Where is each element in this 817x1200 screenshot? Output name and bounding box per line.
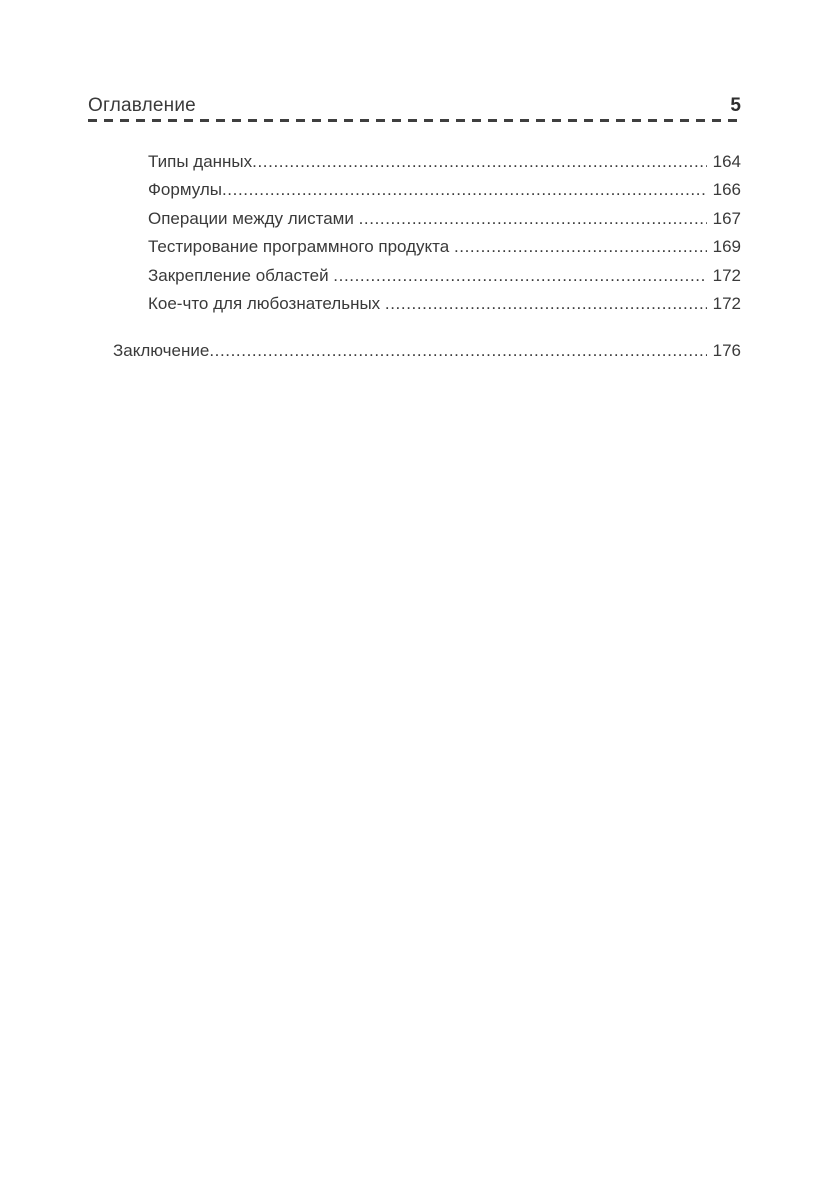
toc-content [88, 94, 741, 366]
toc-entry-page: 176 [712, 341, 741, 361]
toc-entry-title: Закрепление областей [148, 265, 334, 285]
toc-entry-page: 172 [712, 294, 741, 314]
toc-list [88, 148, 741, 366]
dot-leader [222, 176, 707, 204]
toc-entry [148, 262, 741, 290]
header-divider [88, 119, 741, 122]
dot-leader [252, 148, 706, 176]
dot-leader [385, 290, 707, 318]
toc-entry-page: 169 [712, 237, 741, 257]
toc-entry [113, 337, 741, 365]
toc-entry [148, 290, 741, 318]
toc-sub-list [88, 148, 741, 318]
page-number: 5 [730, 95, 741, 116]
toc-entry-title: Кое-что для любознательных [148, 294, 385, 314]
toc-entry-title: Формулы [148, 180, 222, 200]
dot-leader [209, 337, 706, 365]
page-title: Оглавление [88, 95, 196, 116]
toc-entry [148, 148, 741, 176]
dot-leader [359, 205, 707, 233]
toc-entry [148, 205, 741, 233]
toc-entry-title: Операции между листами [148, 208, 359, 228]
toc-entry-title: Заключение [113, 341, 210, 361]
page-header [88, 94, 741, 119]
toc-entry-page: 172 [712, 265, 741, 285]
toc-entry-page: 167 [712, 208, 741, 228]
toc-entry [148, 233, 741, 261]
toc-entry-page: 166 [712, 180, 741, 200]
dot-leader [333, 262, 706, 290]
toc-entry-title: Типы данных [148, 152, 253, 171]
toc-entry-page: 164 [712, 152, 741, 171]
dot-leader [454, 233, 707, 261]
toc-entry-title: Тестирование программного продукта [148, 237, 454, 257]
toc-chapter-list [88, 337, 741, 365]
toc-entry [148, 176, 741, 204]
